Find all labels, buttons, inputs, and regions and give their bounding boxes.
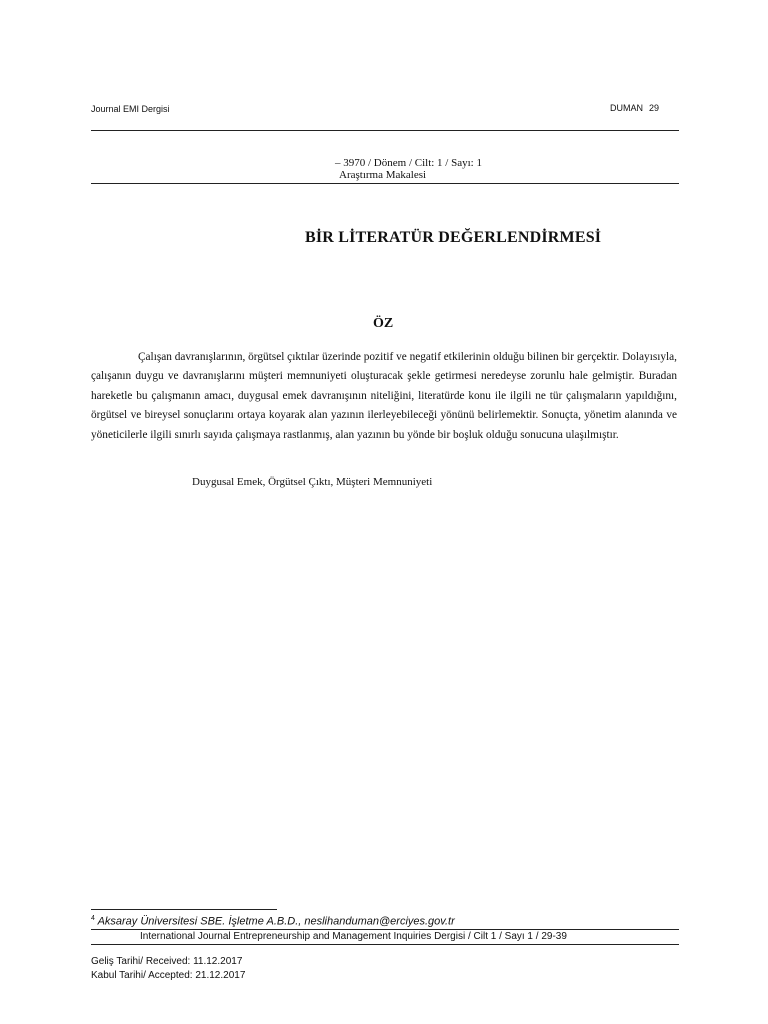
- accepted-date: Kabul Tarihi/ Accepted: 21.12.2017: [91, 970, 246, 981]
- keywords: Duygusal Emek, Örgütsel Çıktı, Müşteri Memnuniyeti: [192, 476, 433, 488]
- abstract-body: Çalışan davranışlarının, örgütsel çıktılar üzerinde pozitif ve negatif etkilerinin olduğu bilinen bir gerçektir. Dolayısıyla, çalışanın duygu ve davranışlarını müşteri memnuniyeti oluşturacak şekle getirmesi neredeyse zorunlu hale gelmiştir. Buradan hareketle bu çalışmanın amacı, duygusal emek davranışının niteliğini, literatürde konu ile ilgili ne tür çalışmaların yapıldığını, örgütsel ve bireysel sonuçlarını ortaya koyarak alan yazının ilerleyebileceği yönünü belirlemektir. Sonuçta, yönetim alanında ve yöneticilerle ilgili sınırlı sayıda çalışmaya rastlanmış, alan yazının bu yönde bir boşluk olduğu sonucuna ulaşılmıştır.: [91, 351, 677, 441]
- header-rule: [91, 130, 679, 131]
- running-header-journal: Journal EMI Dergisi: [91, 104, 170, 114]
- footnote: [91, 915, 455, 928]
- journal-info-rule-bottom: [91, 944, 679, 945]
- article-title: BİR LİTERATÜR DEĞERLENDİRMESİ: [305, 229, 602, 246]
- issue-info: – 3970 / Dönem / Cilt: 1 / Sayı: 1: [335, 157, 482, 169]
- journal-info: International Journal Entrepreneurship and Management Inquiries Dergisi / Cilt 1 / Sayı 1 / 29-39: [140, 931, 567, 942]
- footnote-text: Aksaray Üniversitesi SBE. İşletme A.B.D., neslihanduman@erciyes.gov.tr: [97, 915, 455, 928]
- running-header-author-page: [610, 103, 659, 113]
- abstract-heading: ÖZ: [373, 316, 394, 331]
- journal-info-rule-top: [91, 929, 679, 930]
- footnote-rule: [91, 909, 277, 910]
- issue-rule: [91, 183, 679, 184]
- footnote-marker: 4: [91, 915, 95, 922]
- running-header-author: DUMAN: [610, 103, 643, 113]
- page-number: 29: [649, 103, 660, 113]
- article-type: Araştırma Makalesi: [339, 169, 427, 181]
- received-date: Geliş Tarihi/ Received: 11.12.2017: [91, 956, 243, 967]
